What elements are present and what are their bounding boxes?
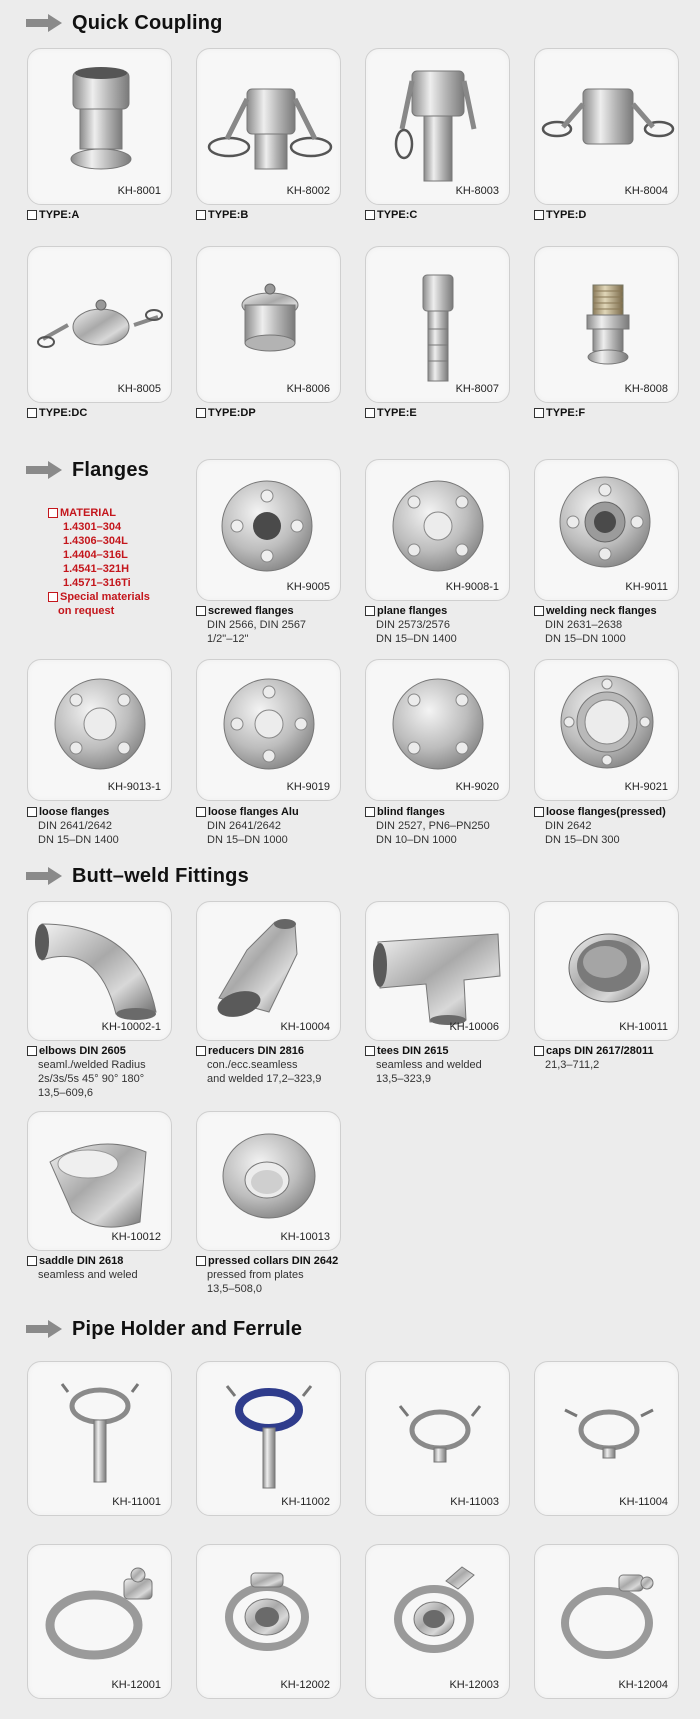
product-spec: and welded 17,2–323,9	[207, 1073, 322, 1085]
product-caption	[27, 208, 187, 222]
product-type: TYPE:E	[365, 406, 525, 420]
material-item: 1.4306–304L	[63, 535, 128, 547]
product-code: KH-10011	[619, 1021, 668, 1033]
product-title: loose flanges(pressed)	[534, 805, 694, 819]
product-caption	[27, 805, 187, 847]
product-code: KH-12001	[111, 1679, 161, 1691]
arrow-right-icon	[26, 14, 62, 32]
product-card[interactable]	[365, 459, 510, 601]
product-card[interactable]	[27, 48, 172, 205]
material-item: 1.4301–304	[63, 521, 122, 533]
product-code: KH-9013-1	[107, 781, 161, 793]
camlock-type-c-icon	[366, 49, 511, 206]
pipe-holder-icon	[366, 1362, 511, 1517]
product-caption	[365, 805, 525, 847]
camlock-type-e-icon	[366, 247, 511, 404]
product-type: TYPE:D	[534, 208, 694, 222]
product-spec: DIN 2573/2576	[376, 619, 450, 631]
product-title: loose flanges	[27, 805, 187, 819]
product-spec: DIN 2527, PN6–PN250	[376, 820, 490, 832]
arrow-right-icon	[26, 867, 62, 885]
product-card[interactable]	[196, 1544, 341, 1699]
product-spec: pressed from plates	[207, 1269, 304, 1281]
product-card[interactable]	[365, 246, 510, 403]
product-card[interactable]	[534, 659, 679, 801]
section-heading: Butt–weld Fittings	[72, 864, 249, 887]
material-special: Special materials	[48, 590, 168, 604]
product-spec: 13,5–323,9	[376, 1073, 432, 1085]
product-code: KH-9020	[455, 781, 499, 793]
product-spec: 13,5–609,6	[38, 1087, 94, 1099]
product-card[interactable]	[196, 48, 341, 205]
product-code: KH-11002	[281, 1496, 330, 1508]
product-caption	[196, 604, 356, 646]
product-card[interactable]	[27, 659, 172, 801]
section-title-flanges	[26, 455, 149, 485]
product-title: saddle DIN 2618	[27, 1254, 187, 1268]
product-code: KH-8006	[286, 383, 330, 395]
product-spec: 21,3–711,2	[545, 1059, 600, 1071]
product-spec: DN 15–DN 1400	[376, 633, 457, 645]
product-caption	[196, 406, 356, 420]
product-caption	[534, 604, 694, 646]
product-spec: 1/2"–12"	[207, 633, 249, 645]
section-title-quick-coupling	[26, 8, 223, 38]
pipe-holder-rubber-icon	[197, 1362, 342, 1517]
product-card[interactable]	[196, 246, 341, 403]
product-title: elbows DIN 2605	[27, 1044, 187, 1058]
product-code: KH-8008	[624, 383, 668, 395]
product-caption	[196, 208, 356, 222]
material-item: 1.4404–316L	[63, 549, 128, 561]
product-caption	[27, 1044, 187, 1100]
product-code: KH-8001	[117, 185, 161, 197]
product-code: KH-9019	[286, 781, 330, 793]
product-card[interactable]	[27, 246, 172, 403]
product-code: KH-10002-1	[101, 1021, 161, 1033]
product-caption	[196, 1254, 356, 1296]
product-code: KH-9021	[624, 781, 668, 793]
product-code: KH-11001	[112, 1496, 161, 1508]
product-title: pressed collars DIN 2642	[196, 1254, 356, 1268]
product-card[interactable]	[534, 459, 679, 601]
material-note	[48, 506, 168, 618]
product-card[interactable]	[196, 459, 341, 601]
camlock-type-f-icon	[535, 247, 680, 404]
pipe-holder-with-stem-icon	[28, 1362, 173, 1517]
product-code: KH-12003	[449, 1679, 499, 1691]
product-spec: DIN 2566, DIN 2567	[207, 619, 307, 631]
product-code: KH-9011	[625, 581, 668, 593]
camlock-type-a-icon	[28, 49, 173, 206]
product-card[interactable]	[27, 901, 172, 1041]
product-code: KH-12004	[618, 1679, 668, 1691]
product-spec: DIN 2631–2638	[545, 619, 623, 631]
product-spec: seaml./welded Radius	[38, 1059, 146, 1071]
product-code: KH-8004	[624, 185, 668, 197]
product-card[interactable]	[534, 1544, 679, 1699]
product-code: KH-10006	[449, 1021, 499, 1033]
product-spec: seamless and weled	[38, 1269, 138, 1281]
product-spec: DN 15–DN 1000	[545, 633, 626, 645]
product-spec: 2s/3s/5s 45° 90° 180°	[38, 1073, 145, 1085]
product-caption	[196, 805, 356, 847]
product-type: TYPE:A	[27, 208, 187, 222]
product-code: KH-10012	[111, 1231, 161, 1243]
dust-plug-dp-icon	[197, 247, 342, 404]
product-card[interactable]	[365, 659, 510, 801]
camlock-type-b-icon	[197, 49, 342, 206]
product-type: TYPE:F	[534, 406, 694, 420]
product-caption	[534, 208, 694, 222]
section-heading: Quick Coupling	[72, 11, 223, 34]
product-type: TYPE:DC	[27, 406, 187, 420]
product-caption	[365, 406, 525, 420]
arrow-right-icon	[26, 461, 62, 479]
product-card[interactable]	[534, 48, 679, 205]
product-title: screwed flanges	[196, 604, 356, 618]
product-caption	[365, 208, 525, 222]
product-card[interactable]	[196, 1111, 341, 1251]
product-spec: DIN 2642	[545, 820, 592, 832]
product-spec: DN 15–DN 1000	[207, 834, 288, 846]
product-spec: con./ecc.seamless	[207, 1059, 298, 1071]
product-card[interactable]	[534, 901, 679, 1041]
pipe-holder-icon	[535, 1362, 680, 1517]
camlock-type-d-icon	[535, 49, 680, 206]
product-code: KH-8003	[455, 185, 499, 197]
product-title: tees DIN 2615	[365, 1044, 525, 1058]
product-code: KH-10013	[280, 1231, 330, 1243]
product-title: caps DIN 2617/28011	[534, 1044, 694, 1058]
tri-clamp-icon	[28, 1545, 173, 1700]
product-title: loose flanges Alu	[196, 805, 356, 819]
product-spec: DIN 2641/2642	[207, 820, 281, 832]
product-card[interactable]	[27, 1361, 172, 1516]
product-code: KH-9008-1	[445, 581, 499, 593]
product-card[interactable]	[196, 659, 341, 801]
section-heading: Flanges	[72, 458, 149, 481]
product-card[interactable]	[534, 1361, 679, 1516]
product-card[interactable]	[365, 48, 510, 205]
material-item: 1.4571–316Ti	[63, 577, 131, 589]
product-caption	[534, 1044, 694, 1072]
single-pin-clamp-icon	[535, 1545, 680, 1700]
product-spec: DN 15–DN 1400	[38, 834, 119, 846]
product-card[interactable]	[196, 901, 341, 1041]
product-spec: seamless and welded	[376, 1059, 482, 1071]
product-title: welding neck flanges	[534, 604, 694, 618]
product-caption	[27, 406, 187, 420]
product-code: KH-8005	[117, 383, 161, 395]
product-caption	[365, 604, 525, 646]
clamp-with-ferrule-icon	[197, 1545, 342, 1700]
section-title-butt-weld	[26, 861, 249, 891]
product-code: KH-8007	[455, 383, 499, 395]
product-card[interactable]	[27, 1544, 172, 1699]
product-code: KH-11004	[619, 1496, 668, 1508]
product-card[interactable]	[534, 246, 679, 403]
product-code: KH-9005	[286, 581, 330, 593]
product-caption	[365, 1044, 525, 1086]
section-heading: Pipe Holder and Ferrule	[72, 1317, 303, 1340]
product-title: plane flanges	[365, 604, 525, 618]
material-item: 1.4541–321H	[63, 563, 130, 575]
product-title: blind flanges	[365, 805, 525, 819]
section-title-pipe-holder	[26, 1314, 302, 1344]
product-card[interactable]	[365, 1361, 510, 1516]
product-type: TYPE:C	[365, 208, 525, 222]
arrow-right-icon	[26, 1320, 62, 1338]
product-code: KH-10004	[280, 1021, 330, 1033]
clamp-with-ferrule-icon	[366, 1545, 511, 1700]
product-card[interactable]	[365, 1544, 510, 1699]
product-spec: 13,5–508,0	[207, 1283, 263, 1295]
material-heading: MATERIAL	[48, 506, 168, 520]
product-title: reducers DIN 2816	[196, 1044, 356, 1058]
product-card[interactable]	[27, 1111, 172, 1251]
product-card[interactable]	[196, 1361, 341, 1516]
product-caption	[534, 805, 694, 847]
product-caption	[27, 1254, 187, 1282]
product-type: TYPE:B	[196, 208, 356, 222]
product-caption	[534, 406, 694, 420]
product-spec: DN 10–DN 1000	[376, 834, 457, 846]
product-spec: DN 15–DN 300	[545, 834, 620, 846]
material-special-2: on request	[58, 605, 115, 617]
product-code: KH-8002	[286, 185, 330, 197]
product-type: TYPE:DP	[196, 406, 356, 420]
product-card[interactable]	[365, 901, 510, 1041]
product-spec: DIN 2641/2642	[38, 820, 112, 832]
product-code: KH-12002	[280, 1679, 330, 1691]
product-code: KH-11003	[450, 1496, 499, 1508]
dust-cap-dc-icon	[28, 247, 173, 404]
product-caption	[196, 1044, 356, 1086]
